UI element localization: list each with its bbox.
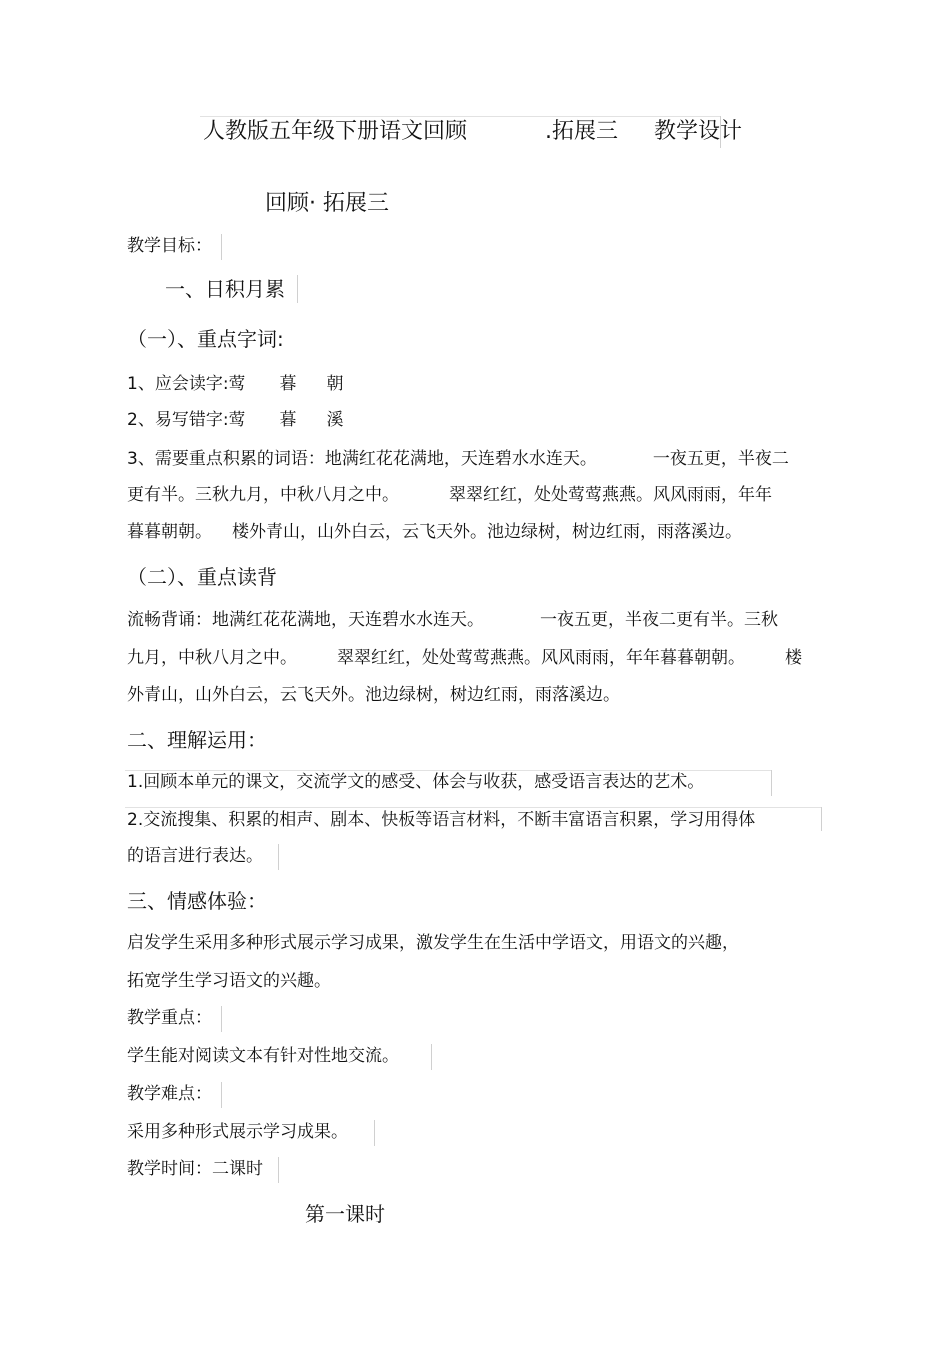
- time-text: 教学时间：二课时: [127, 1159, 263, 1179]
- key-text-edge: [431, 1044, 432, 1070]
- difficulty-text: 采用多种形式展示学习成果。: [127, 1122, 348, 1142]
- section-2-heading: 二、理解运用：: [127, 728, 267, 752]
- title-part-1: 人教版五年级下册语文回顾: [203, 119, 468, 144]
- text-run: 外青山，山外白云，云飞天外。池边绿树，树边红雨，雨落溪边。: [127, 685, 620, 705]
- difficulty-label-edge: [221, 1082, 222, 1108]
- apply-line-3: 的语言进行表达。: [127, 846, 263, 866]
- difficulty-text-edge: [374, 1120, 375, 1146]
- time-text-edge: [278, 1157, 279, 1183]
- apply-box-line-2: [125, 807, 821, 808]
- item-3-line-1: [127, 451, 789, 468]
- text-run: 一夜五更，半夜二: [652, 449, 789, 469]
- section-3-heading: 三、情感体验：: [127, 889, 267, 913]
- apply-box-line-1: [125, 770, 771, 771]
- text-run: 暮暮朝朝。: [127, 522, 212, 542]
- text-run: 一夜五更，半夜二更有半。三秋: [540, 610, 778, 630]
- apply-line-1: 1.回顾本单元的课文，交流学文的感受、体会与收获，感受语言表达的艺术。: [127, 772, 705, 792]
- key-label: 教学重点：: [127, 1008, 212, 1028]
- lesson-title: 第一课时: [305, 1202, 385, 1226]
- apply-edge-3: [278, 844, 279, 870]
- sub-heading-1: （一）、重点字词:: [127, 327, 284, 351]
- section-1-edge: [297, 275, 298, 303]
- goal-label-edge: [221, 234, 222, 260]
- word-char: 暮: [279, 374, 297, 394]
- word-char: 莺: [228, 374, 246, 394]
- text-run: 流畅背诵：地满红花花满地，天连碧水水连天。: [127, 610, 484, 630]
- text-run: 翠翠红红，处处莺莺燕燕。风风雨雨，年年: [449, 485, 772, 505]
- word-char: 溪: [326, 410, 344, 430]
- text-run: 翠翠红红，处处莺莺燕燕。风风雨雨，年年暮暮朝朝。: [337, 648, 745, 668]
- word-item-label: 1、应会读字:: [127, 374, 229, 394]
- apply-edge-2: [821, 807, 822, 831]
- subtitle: 回顾· 拓展三: [265, 191, 389, 216]
- sub-heading-2: （二）、重点读背: [127, 565, 277, 589]
- text-run: 楼外青山，山外白云，云飞天外。池边绿树，树边红雨，雨落溪边。: [232, 522, 742, 542]
- difficulty-label: 教学难点：: [127, 1084, 212, 1104]
- emotion-line-1: 启发学生采用多种形式展示学习成果，激发学生在生活中学语文，用语文的兴趣，: [127, 933, 739, 953]
- apply-edge-1: [771, 770, 772, 796]
- text-run: 3、需要重点积累的词语：地满红花花满地，天连碧水水连天。: [127, 449, 597, 469]
- document-title: [203, 121, 742, 143]
- key-label-edge: [221, 1006, 222, 1032]
- text-run: 楼: [785, 648, 802, 668]
- recite-line-3: [127, 687, 620, 704]
- recite-line-1: [127, 612, 778, 629]
- section-1-heading: 一、日积月累: [165, 277, 285, 301]
- title-box-edge: [720, 116, 721, 148]
- key-text: 学生能对阅读文本有针对性地交流。: [127, 1046, 399, 1066]
- word-item-label: 2、易写错字:: [127, 410, 229, 430]
- text-run: 九月，中秋八月之中。: [127, 648, 297, 668]
- apply-line-2: 2.交流搜集、积累的相声、剧本、快板等语言材料，不断丰富语言积累，学习用得体: [127, 810, 756, 830]
- word-char: 朝: [326, 374, 344, 394]
- text-run: 更有半。三秋九月，中秋八月之中。: [127, 485, 399, 505]
- word-item-2: [127, 412, 344, 429]
- title-part-2: .拓展三: [545, 119, 619, 144]
- word-item-1: [127, 376, 344, 393]
- word-char: 暮: [279, 410, 297, 430]
- title-part-3: 教学设计: [654, 119, 743, 144]
- word-char: 莺: [228, 410, 246, 430]
- item-3-line-3: [127, 524, 742, 541]
- item-3-line-2: [127, 487, 772, 504]
- recite-line-2: [127, 650, 802, 667]
- emotion-line-2: 拓宽学生学习语文的兴趣。: [127, 971, 331, 991]
- goal-label: 教学目标：: [127, 236, 212, 256]
- title-box-line: [200, 116, 720, 117]
